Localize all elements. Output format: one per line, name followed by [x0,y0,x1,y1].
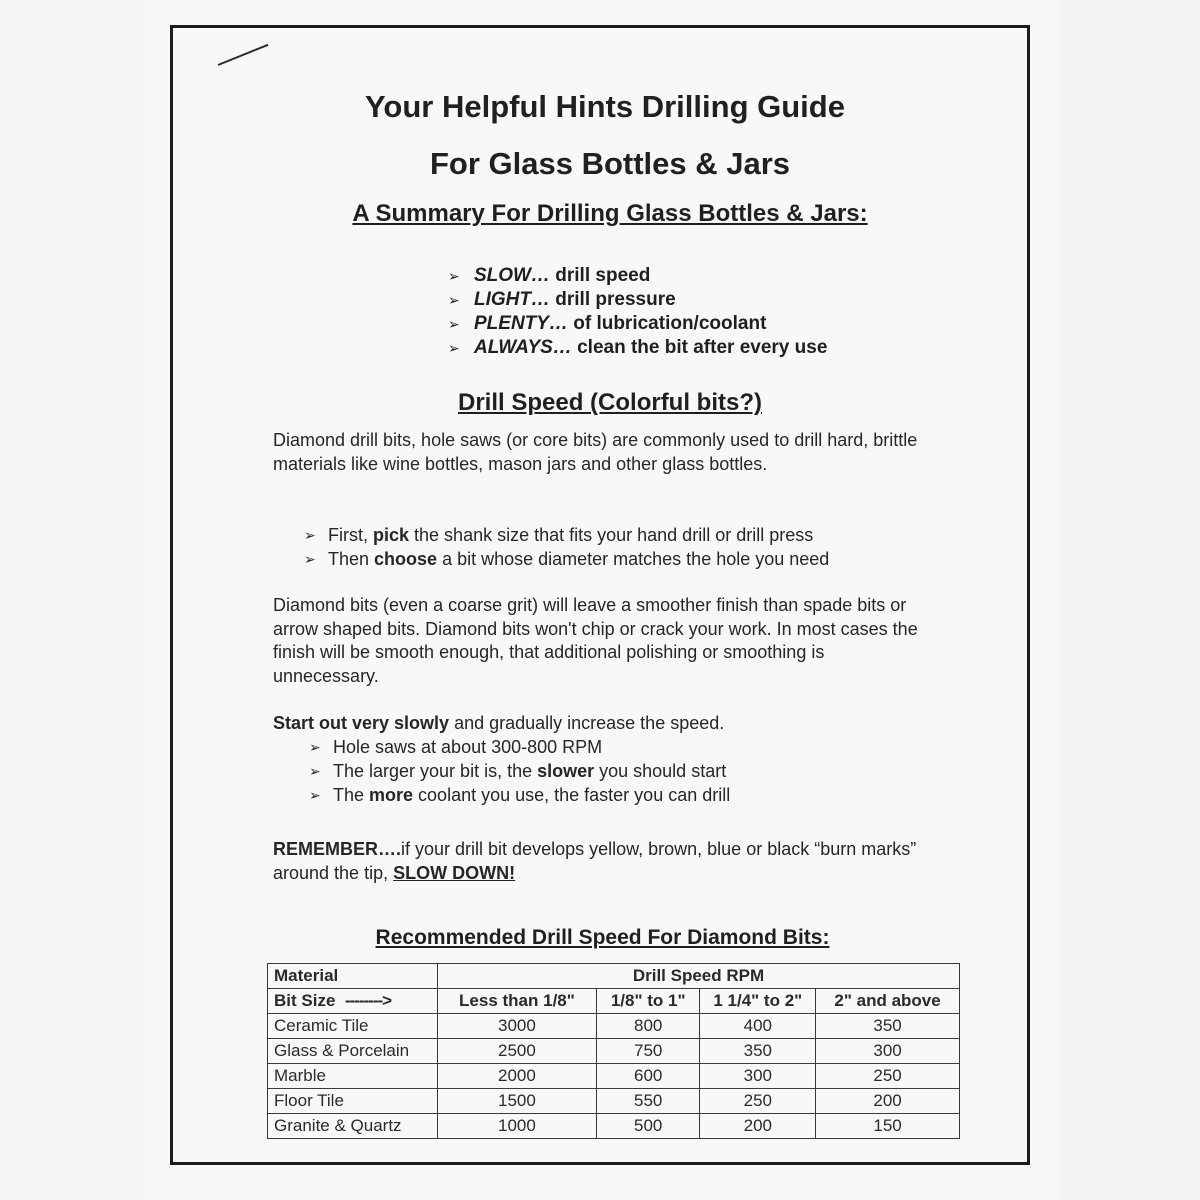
arrow-bullet-icon: ➢ [309,763,321,779]
material-cell: Glass & Porcelain [268,1039,438,1064]
list-item-text: The [333,785,370,805]
table-row [268,1039,960,1064]
rpm-cell: 600 [596,1064,700,1089]
summary-text: of lubrication/coolant [567,313,767,334]
rpm-cell: 800 [596,1014,700,1039]
summary-keyword: SLOW… [474,265,550,286]
column-header: Less than 1/8" [437,989,596,1014]
material-cell: Ceramic Tile [268,1014,438,1039]
speed-text: and gradually increase the speed. [449,713,725,733]
table-row [268,1064,960,1089]
bit-size-header [268,989,438,1014]
arrow-bullet-icon: ➢ [309,787,321,803]
arrow-bullet-icon: ➢ [304,551,316,567]
rpm-cell: 200 [816,1089,960,1114]
material-cell: Marble [268,1064,438,1089]
rpm-cell: 750 [596,1039,700,1064]
list-item [309,783,730,807]
summary-text: drill speed [550,265,651,286]
rpm-cell: 250 [700,1089,816,1114]
rpm-cell: 350 [816,1014,960,1039]
rpm-cell: 300 [816,1039,960,1064]
list-item-emphasis: slower [537,761,595,781]
summary-list [448,264,827,360]
rpm-cell: 2500 [437,1039,596,1064]
material-cell: Granite & Quartz [268,1114,438,1139]
list-item-emphasis: pick [373,525,410,545]
table-header-row [268,964,960,989]
rpm-cell: 1000 [437,1114,596,1139]
rpm-cell: 550 [596,1089,700,1114]
table-row [268,1114,960,1139]
column-header: 2" and above [816,989,960,1014]
bit-size-label: Bit Size [274,991,336,1010]
list-item-text: a bit whose diameter matches the hole you need [437,549,830,569]
list-item-text: coolant you use, the faster you can drill [413,785,731,805]
summary-item [448,312,827,336]
material-header: Material [268,964,438,989]
speed-emphasis: Start out very slowly [273,713,450,733]
table-heading: Recommended Drill Speed For Diamond Bits: [375,926,830,949]
summary-keyword: LIGHT… [474,289,550,310]
finish-paragraph: Diamond bits (even a coarse grit) will leave a smoother finish than spade bits or arrow shaped bits. Diamond bits won't chip or crack your work. In most cases the finish will be smooth enough, that additional polishing or smoothing is unnecessary. [273,595,918,686]
bit-size-arrow: --------> [344,991,392,1010]
list-item [309,759,730,783]
list-item-text: Then [328,549,375,569]
speed-paragraph [273,712,923,736]
summary-heading: A Summary For Drilling Glass Bottles & Jars: [352,200,868,227]
list-item [304,523,829,547]
table-subheader-row [268,989,960,1014]
remember-label: REMEMBER…. [273,839,402,859]
title-line-1: Your Helpful Hints Drilling Guide [365,89,845,124]
remember-paragraph [273,838,923,885]
rpm-cell: 200 [700,1114,816,1139]
rpm-cell: 500 [596,1114,700,1139]
arrow-bullet-icon: ➢ [309,739,321,755]
list-item [309,735,730,759]
arrow-bullet-icon: ➢ [448,340,460,356]
summary-item [448,336,827,360]
slow-down-emphasis: SLOW DOWN! [393,862,516,883]
summary-keyword: ALWAYS… [474,337,572,358]
summary-item [448,288,827,312]
title-line-2: For Glass Bottles & Jars [429,146,791,181]
list-item-emphasis: choose [374,549,438,569]
summary-item [448,264,827,288]
rpm-header: Drill Speed RPM [437,964,959,989]
summary-text: clean the bit after every use [571,337,828,358]
arrow-bullet-icon: ➢ [448,316,460,332]
list-item-text: Hole saws at about 300-800 RPM [333,737,603,757]
summary-keyword: PLENTY… [474,313,568,334]
intro-paragraph: Diamond drill bits, hole saws (or core bits) are commonly used to drill hard, brittle materials like wine bottles, mason jars and other glass bottles. [273,430,918,474]
remember-text: if your drill bit develops yellow, brown, blue or black “burn marks” around the tip, [273,839,917,883]
summary-text: drill pressure [550,289,676,310]
table-row [268,1089,960,1114]
material-cell: Floor Tile [268,1089,438,1114]
list-item-text: you should start [594,761,727,781]
drill-speed-heading: Drill Speed (Colorful bits?) [458,389,762,416]
rpm-cell: 2000 [437,1064,596,1089]
rpm-cell: 1500 [437,1089,596,1114]
list-item-text: The larger your bit is, the [333,761,538,781]
rpm-cell: 3000 [437,1014,596,1039]
rpm-cell: 300 [700,1064,816,1089]
speed-tips-list [309,735,730,807]
column-header: 1 1/4" to 2" [700,989,816,1014]
drill-speed-table [267,963,960,1139]
rpm-cell: 250 [816,1064,960,1089]
rpm-cell: 350 [700,1039,816,1064]
column-header: 1/8" to 1" [596,989,700,1014]
list-item-text: First, [328,525,373,545]
arrow-bullet-icon: ➢ [448,292,460,308]
rpm-cell: 400 [700,1014,816,1039]
bit-selection-list [304,523,829,571]
rpm-cell: 150 [816,1114,960,1139]
table-row [268,1014,960,1039]
list-item [304,547,829,571]
list-item-emphasis: more [369,785,414,805]
arrow-bullet-icon: ➢ [304,527,316,543]
list-item-text: the shank size that fits your hand drill or drill press [409,525,814,545]
arrow-bullet-icon: ➢ [448,268,460,284]
